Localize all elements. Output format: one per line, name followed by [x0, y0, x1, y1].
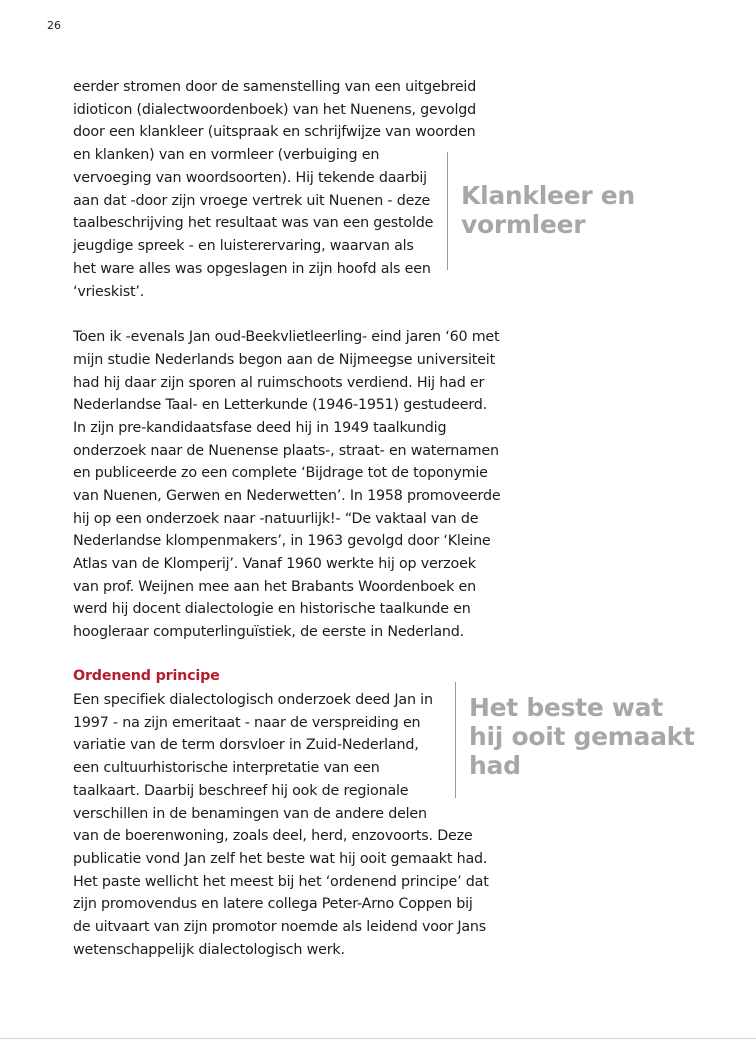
text-line: en klanken) van en vormleer (verbuiging en: [73, 147, 380, 163]
text-line: en publiceerde zo een complete ‘Bijdrage tot de toponymie: [73, 465, 488, 481]
text-line: verschillen in de benamingen van de andere delen: [73, 806, 427, 822]
text-line: de uitvaart van zijn promotor noemde als leidend voor Jans: [73, 919, 487, 935]
text-line: variatie van de term dorsvloer in Zuid-Nederland,: [73, 737, 419, 753]
pull-quote-line: Klankleer en: [461, 181, 635, 210]
text-line: Nederlandse Taal- en Letterkunde (1946-1951) gestudeerd.: [73, 397, 487, 413]
text-line: zijn promovendus en latere collega Peter-Arno Coppen bij: [73, 896, 473, 912]
text-line: vervoeging van woordsoorten). Hij tekende daarbij: [73, 170, 427, 186]
pull-quote-beste: [469, 693, 695, 780]
text-line: van Nuenen, Gerwen en Nederwetten’. In 1958 promoveerde: [73, 488, 501, 504]
text-line: Toen ik -evenals Jan oud-Beekvlietleerling- eind jaren ‘60 met: [73, 329, 500, 345]
text-line: ‘vrieskist’.: [73, 284, 145, 300]
text-line: taalbeschrijving het resultaat was van een gestolde: [73, 215, 434, 231]
text-line: hoogleraar computerlinguïstiek, de eerste in Nederland.: [73, 624, 464, 640]
text-line: Atlas van de Klomperij’. Vanaf 1960 werkte hij op verzoek: [73, 556, 476, 572]
page-number: 26: [47, 19, 61, 32]
text-line: eerder stromen door de samenstelling van een uitgebreid: [73, 79, 477, 95]
text-line: Een specifiek dialectologisch onderzoek deed Jan in: [73, 692, 433, 708]
text-line: taalkaart. Daarbij beschreef hij ook de regionale: [73, 783, 409, 799]
text-line: idioticon (dialectwoordenboek) van het Nuenens, gevolgd: [73, 102, 476, 118]
pull-quote-line: vormleer: [461, 210, 586, 239]
text-line: In zijn pre-kandidaatsfase deed hij in 1949 taalkundig: [73, 420, 447, 436]
text-line: door een klankleer (uitspraak en schrijfwijze van woorden: [73, 124, 476, 140]
text-line: Nederlandse klompenmakers’, in 1963 gevolgd door ‘Kleine: [73, 533, 491, 549]
text-line: had hij daar zijn sporen al ruimschoots verdiend. Hij had er: [73, 375, 485, 391]
text-line: Het paste wellicht het meest bij het ‘ordenend principe’ dat: [73, 874, 489, 890]
pull-quote-line: hij ooit gemaakt: [469, 722, 695, 751]
pull-quote-divider: [455, 682, 456, 798]
text-line: aan dat -door zijn vroege vertrek uit Nuenen - deze: [73, 193, 431, 209]
text-line: mijn studie Nederlands begon aan de Nijmeegse universiteit: [73, 352, 495, 368]
pull-quote-line: had: [469, 751, 521, 780]
section-heading: Ordenend principe: [73, 668, 220, 684]
pull-quote-klankleer: [461, 181, 635, 239]
text-line: van de boerenwoning, zoals deel, herd, enzovoorts. Deze: [73, 828, 473, 844]
text-line: van prof. Weijnen mee aan het Brabants Woordenboek en: [73, 579, 476, 595]
text-line: hij op een onderzoek naar -natuurlijk!- “De vaktaal van de: [73, 511, 479, 527]
text-line: een cultuurhistorische interpretatie van een: [73, 760, 380, 776]
pull-quote-line: Het beste wat: [469, 693, 663, 722]
text-line: het ware alles was opgeslagen in zijn hoofd als een: [73, 261, 431, 277]
text-line: onderzoek naar de Nuenense plaats-, straat- en waternamen: [73, 443, 499, 459]
pull-quote-divider: [447, 152, 448, 270]
text-line: publicatie vond Jan zelf het beste wat hij ooit gemaakt had.: [73, 851, 488, 867]
text-line: wetenschappelijk dialectologisch werk.: [73, 942, 345, 958]
text-line: 1997 - na zijn emeritaat - naar de verspreiding en: [73, 715, 421, 731]
bottom-divider: [0, 1038, 756, 1039]
text-line: werd hij docent dialectologie en historische taalkunde en: [73, 601, 471, 617]
text-line: jeugdige spreek - en luisterervaring, waarvan als: [73, 238, 414, 254]
